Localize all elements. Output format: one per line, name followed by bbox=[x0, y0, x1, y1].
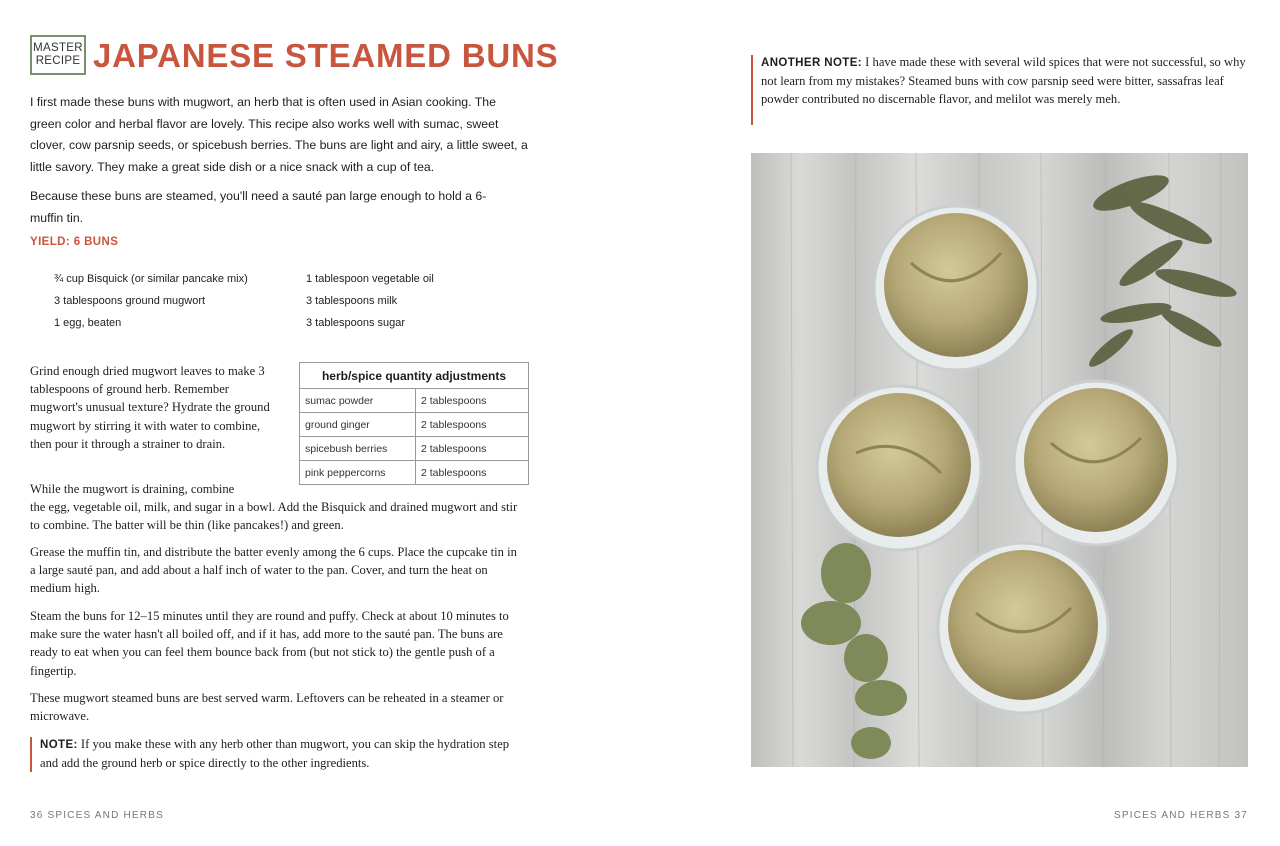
note-paragraph bbox=[40, 735, 520, 772]
table-cell-qty: 2 tablespoons bbox=[416, 461, 529, 485]
another-note-text: I have made these with several wild spices that were not successful, so why not learn from my mistakes? Steamed buns with cow parsnip seed were bitter, sassafras leaf powder contributed no discernable flavor, and melilot was merely meh. bbox=[761, 55, 1246, 107]
table-row bbox=[300, 389, 529, 413]
note-accent-bar bbox=[30, 737, 32, 772]
table-cell-herb: spicebush berries bbox=[300, 437, 416, 461]
herb-adjustment-table bbox=[299, 362, 529, 485]
another-note-accent-bar bbox=[751, 55, 753, 125]
right-footer: SPICES AND HERBS 37 bbox=[1114, 810, 1248, 821]
table-row bbox=[300, 413, 529, 437]
recipe-title: JAPANESE STEAMED BUNS bbox=[93, 37, 559, 74]
step-4: Steam the buns for 12–15 minutes until they are round and puffy. Check at about 10 minutes to make sure the water hasn't all boiled off, and if it has, add more to the sauté pan. The buns are ready to eat when you can feel them bounce back from (but not stick to) the gentle push of a fingertip. bbox=[30, 609, 509, 678]
ingredient-item: 1 egg, beaten bbox=[54, 317, 122, 329]
steamed-buns-photo bbox=[751, 153, 1248, 767]
table-cell-herb: sumac powder bbox=[300, 389, 416, 413]
step-2: the egg, vegetable oil, milk, and sugar in a bowl. Add the Bisquick and drained mugwort and stir to combine. The batter will be thin (like pancakes!) and green. bbox=[30, 500, 518, 533]
table-header: herb/spice quantity adjustments bbox=[300, 363, 529, 389]
table-cell-herb: pink peppercorns bbox=[300, 461, 416, 485]
badge-line-2: RECIPE bbox=[35, 55, 81, 67]
right-page bbox=[640, 0, 1280, 846]
intro-paragraph-2: Because these buns are steamed, you'll need a sauté pan large enough to hold a 6-muffin tin. bbox=[30, 189, 487, 225]
another-note-label: ANOTHER NOTE: bbox=[761, 57, 863, 69]
badge-line-1: MASTER bbox=[33, 42, 83, 54]
table-cell-qty: 2 tablespoons bbox=[416, 413, 529, 437]
table-row bbox=[300, 461, 529, 485]
ingredients-column-1 bbox=[54, 272, 264, 338]
table-cell-herb: ground ginger bbox=[300, 413, 416, 437]
step-5: These mugwort steamed buns are best served warm. Leftovers can be reheated in a steamer or microwave. bbox=[30, 691, 504, 724]
ingredient-item: 3 tablespoons milk bbox=[306, 295, 398, 307]
ingredient-item: 3 tablespoons ground mugwort bbox=[54, 295, 206, 307]
step-3: Grease the muffin tin, and distribute the batter evenly among the 6 cups. Place the cupcake tin in a large sauté pan, and add about a half inch of water to the pan. Cover, and turn the heat on medium high. bbox=[30, 545, 517, 596]
ingredient-item: ¾ cup Bisquick (or similar pancake mix) bbox=[54, 273, 248, 285]
intro-paragraph: I first made these buns with mugwort, an herb that is often used in Asian cooking. The green color and herbal flavor are lovely. This recipe also works well with sumac, sweet clover, cow parsnip seeds, or spicebush berries. The buns are light and airy, a little sweet, a little savory. They make a great side dish or a nice snack with a cup of tea. bbox=[30, 95, 528, 174]
note-label: NOTE: bbox=[40, 739, 78, 751]
table-cell-qty: 2 tablespoons bbox=[416, 437, 529, 461]
another-note-paragraph bbox=[761, 53, 1253, 109]
table-row bbox=[300, 437, 529, 461]
master-recipe-badge bbox=[30, 35, 86, 75]
note-text: If you make these with any herb other than mugwort, you can skip the hydration step and add the ground herb or spice directly to the other ingredients. bbox=[40, 737, 510, 771]
yield-label: YIELD: 6 BUNS bbox=[30, 236, 119, 248]
ingredient-item: 3 tablespoons sugar bbox=[306, 317, 406, 329]
ingredient-item: 1 tablespoon vegetable oil bbox=[306, 273, 434, 285]
step-2-first-line: While the mugwort is draining, combine bbox=[30, 482, 235, 496]
ingredients-column-2 bbox=[306, 272, 516, 338]
steamed-buns-illustration bbox=[751, 153, 1248, 767]
step-1: Grind enough dried mugwort leaves to make 3 tablespoons of ground herb. Remember mugwort's unusual texture? Hydrate the ground mugwort by stirring it with water to combine, then pour it through a strainer to drain. bbox=[30, 364, 270, 451]
left-footer: 36 SPICES AND HERBS bbox=[30, 810, 164, 821]
table-cell-qty: 2 tablespoons bbox=[416, 389, 529, 413]
